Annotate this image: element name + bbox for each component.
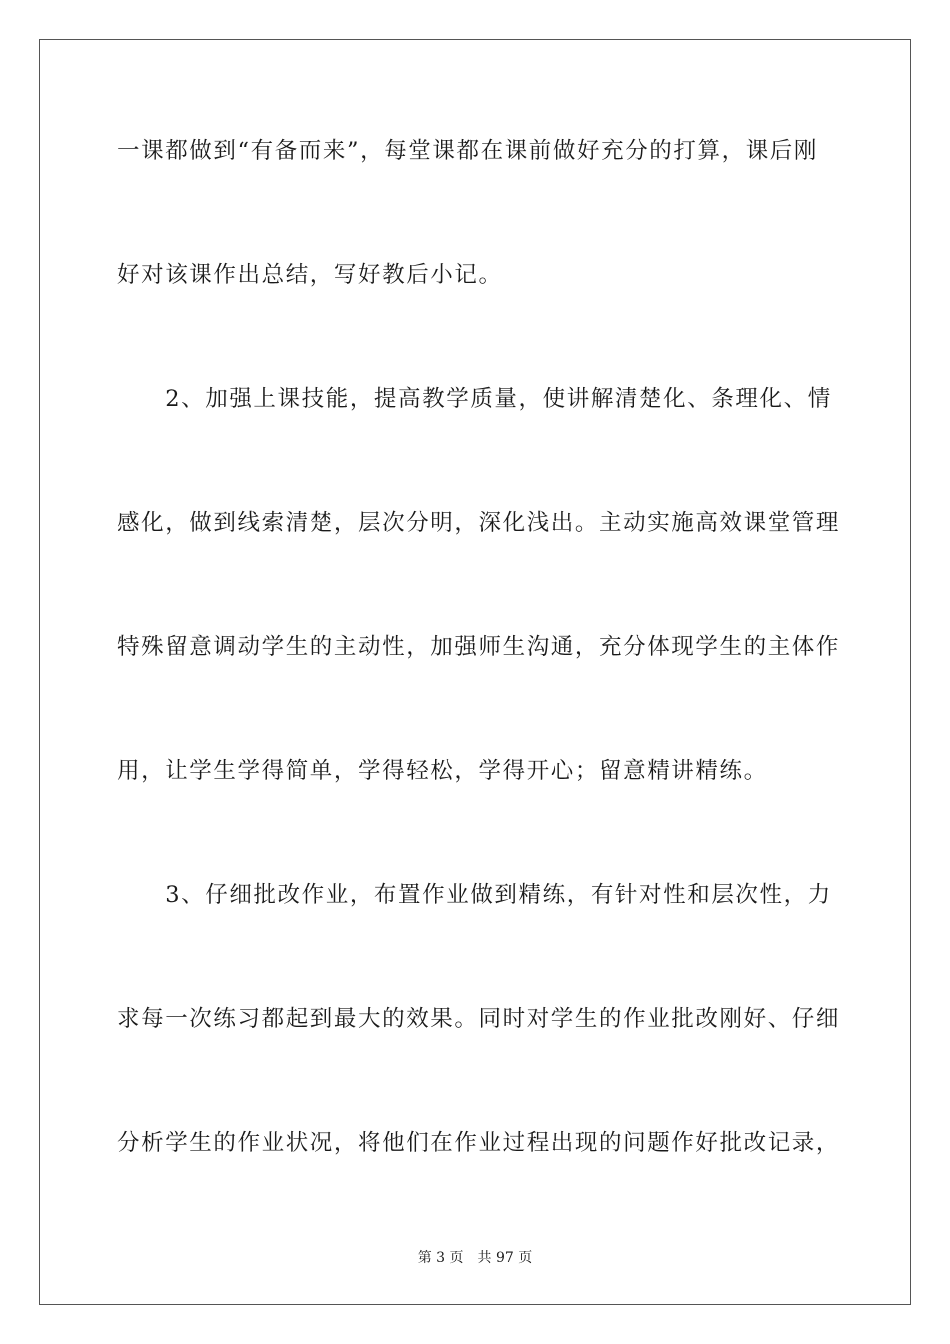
- body-text-line: 2、加强上课技能，提高教学质量，使讲解清楚化、条理化、情: [117, 386, 832, 412]
- body-text-line: 求每一次练习都起到最大的效果。同时对学生的作业批改刚好、仔细: [117, 1006, 841, 1032]
- page-number-footer: 第 3 页 共 97 页: [417, 1250, 533, 1266]
- body-text-line: 特殊留意调动学生的主动性，加强师生沟通，充分体现学生的主体作: [117, 634, 841, 660]
- body-text-line: 一课都做到“有备而来”，每堂课都在课前做好充分的打算，课后刚: [117, 138, 819, 164]
- body-text-line: 用，让学生学得简单，学得轻松，学得开心；留意精讲精练。: [117, 758, 768, 784]
- page-frame: [39, 39, 911, 1305]
- body-text-line: 感化，做到线索清楚，层次分明，深化浅出。主动实施高效课堂管理: [117, 510, 841, 536]
- body-text-line: 分析学生的作业状况，将他们在作业过程出现的问题作好批改记录，: [117, 1130, 841, 1156]
- body-text-line: 3、仔细批改作业，布置作业做到精练，有针对性和层次性，力: [117, 882, 832, 908]
- body-text-line: 好对该课作出总结，写好教后小记。: [117, 262, 503, 288]
